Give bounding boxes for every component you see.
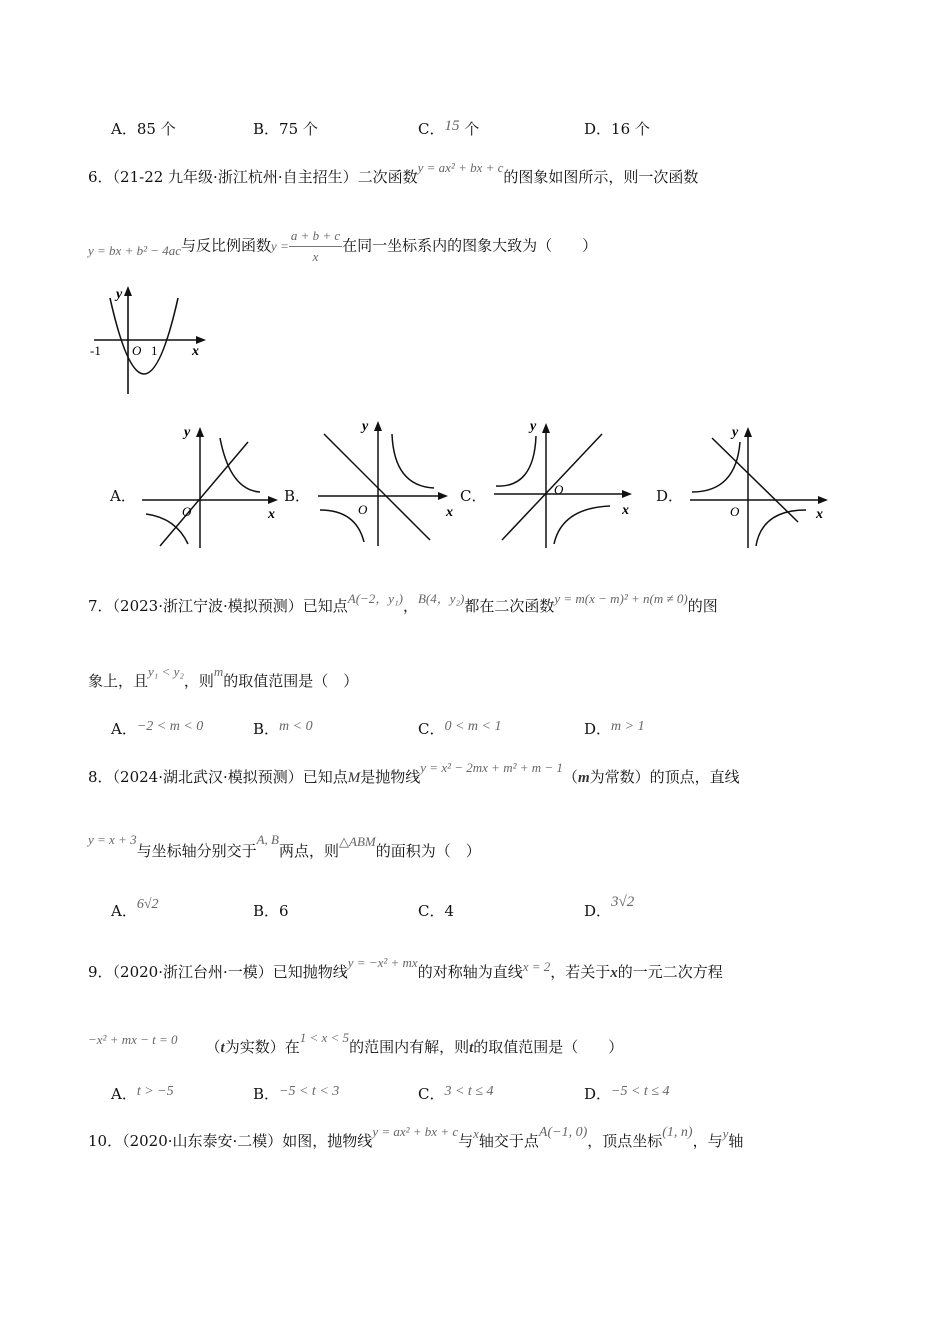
question-text: 是抛物线 <box>360 768 421 786</box>
option-letter: C． <box>418 720 445 738</box>
question-text: （2023·浙江宁波·模拟预测）已知点 <box>112 597 348 615</box>
x-label: x <box>446 505 453 520</box>
point-b: B(4，y₂) <box>417 591 465 606</box>
question-text: 的取值范围是（ ） <box>473 1038 624 1056</box>
one-label: 1 <box>151 343 158 358</box>
question-text: ，若关于 <box>550 963 611 981</box>
q8-line1 <box>88 760 740 787</box>
hyperbola-branch-1 <box>496 436 536 486</box>
hyperbola-branch-1 <box>692 442 740 492</box>
equation: y = x² − 2mx + m² + m − 1 <box>420 760 563 775</box>
origin-label: O <box>358 502 368 517</box>
option-letter: D． <box>584 1085 612 1103</box>
neg-one-label: -1 <box>90 343 101 358</box>
option-text: 个 <box>459 120 480 138</box>
point-a: A(−2，y₁) <box>347 591 403 606</box>
q6-option-c-figure <box>490 414 640 550</box>
question-text: （2020·浙江台州·一模）已知抛物线 <box>112 963 348 981</box>
question-text: 与反比例函数 <box>181 236 272 255</box>
q8-option-c <box>418 900 454 921</box>
q6-option-b-figure <box>314 412 462 550</box>
triangle: △ABM <box>339 834 376 849</box>
variable: t <box>469 1040 474 1056</box>
equation: y = ax² + bx + c <box>372 1124 459 1139</box>
vertex: (1, n) <box>662 1125 693 1140</box>
q6-parabola-figure <box>86 280 216 402</box>
y-axis-arrow <box>374 421 382 431</box>
option-text: 6 <box>279 902 289 920</box>
x-label: x <box>622 503 629 518</box>
option-text: 85 个 <box>136 120 176 138</box>
q9-line1 <box>88 955 723 982</box>
question-number: 6． <box>88 168 113 186</box>
origin-label: O <box>132 343 142 358</box>
q6-option-b-label: B． <box>284 487 311 505</box>
variable: t <box>220 1040 225 1056</box>
q5-option-a <box>111 118 176 139</box>
line-equation: y = x + 3 <box>88 832 137 847</box>
y-axis-arrow <box>196 427 204 437</box>
variable: m <box>213 664 224 679</box>
question-text: （2020·山东泰安·二模）如图，抛物线 <box>122 1132 373 1150</box>
option-letter: C． <box>418 1085 445 1103</box>
question-text: 为常数）的顶点，直线 <box>589 768 740 786</box>
y-axis-arrow <box>124 286 132 296</box>
question-text: 两点，则 <box>279 842 340 860</box>
q9-line2 <box>88 1030 624 1057</box>
q8-option-a <box>111 897 159 921</box>
question-text: （ <box>205 1038 221 1056</box>
question-text: 轴 <box>728 1132 744 1150</box>
option-math: 15 <box>444 118 460 134</box>
question-text: 与 <box>458 1132 474 1150</box>
q7-line1 <box>88 591 718 616</box>
variable: y <box>722 1126 729 1141</box>
question-text: （ <box>562 768 578 786</box>
question-number: 7． <box>88 597 113 615</box>
question-text: 的范围内有解，则 <box>349 1038 470 1056</box>
variable: x <box>610 965 618 981</box>
option-text: 75 个 <box>279 120 318 138</box>
q7-option-c <box>418 718 502 739</box>
q9-option-d <box>584 1083 670 1104</box>
option-math: m < 0 <box>279 719 313 734</box>
option-math: 3 < t ≤ 4 <box>444 1084 494 1099</box>
line-graph <box>160 442 248 546</box>
question-text: ，与 <box>692 1132 723 1150</box>
equation: −x² + mx − t = 0 <box>88 1032 178 1047</box>
x-axis-arrow <box>196 336 206 344</box>
axis-equation: x = 2 <box>522 959 551 974</box>
q6-option-d-figure <box>686 418 836 550</box>
option-math: −5 < t < 3 <box>279 1084 340 1099</box>
option-letter: B． <box>253 902 280 920</box>
option-letter: C． <box>418 120 445 138</box>
fraction-denominator: x <box>312 249 319 264</box>
hyperbola-branch-2 <box>554 506 610 544</box>
option-letter: B． <box>253 1085 280 1103</box>
question-text: 象上，且 <box>88 672 149 690</box>
x-axis-arrow <box>622 490 632 498</box>
fraction <box>289 228 342 265</box>
points-ab: A, B <box>256 832 279 847</box>
question-text: 都在二次函数 <box>464 597 555 615</box>
question-text: 轴交于点 <box>478 1132 539 1150</box>
q6-line2 <box>88 228 597 265</box>
x-label: x <box>816 507 823 522</box>
question-text: 的取值范围是（ ） <box>223 672 359 690</box>
q7-option-d <box>584 718 645 739</box>
q9-option-b <box>253 1083 339 1104</box>
question-text: 的对称轴为直线 <box>417 963 523 981</box>
q5-option-b <box>253 118 318 139</box>
question-text: 与坐标轴分别交于 <box>136 842 257 860</box>
hyperbola-branch-2 <box>756 510 806 546</box>
q6-line1 <box>88 160 699 187</box>
question-text: （21-22 九年级·浙江杭州·自主招生）二次函数 <box>112 168 418 186</box>
option-letter: A． <box>111 902 137 920</box>
q10-line1 <box>88 1124 744 1151</box>
question-text: （2024·湖北武汉·模拟预测）已知点 <box>112 768 348 786</box>
origin-label: O <box>730 504 740 519</box>
origin-label: O <box>554 482 564 497</box>
q5-option-d <box>584 118 650 139</box>
separator: ， <box>402 597 418 615</box>
equation: y = m(x − m)² + n(m ≠ 0) <box>554 591 688 606</box>
option-math: 3√2 <box>611 894 635 910</box>
x-label: x <box>268 507 275 522</box>
option-letter: D． <box>584 902 612 920</box>
equation: y = −x² + mx <box>347 955 418 970</box>
q6-option-a-label: A． <box>110 487 136 505</box>
option-letter: D． <box>584 720 612 738</box>
equation: y = ax² + bx + c <box>417 160 504 175</box>
option-text: 4 <box>444 902 455 920</box>
origin-label: O <box>182 504 192 519</box>
y-label: y <box>530 419 537 434</box>
condition: y₁ < y₂ <box>148 664 184 679</box>
question-text: 的面积为（ ） <box>375 842 481 860</box>
option-math: −2 < m < 0 <box>136 719 204 734</box>
question-number: 10． <box>88 1132 123 1150</box>
q7-option-b <box>253 718 313 739</box>
option-text: 16 个 <box>611 120 650 138</box>
range: 1 < x < 5 <box>299 1030 350 1045</box>
option-math: 6√2 <box>136 897 159 912</box>
question-text: 为实数）在 <box>224 1038 300 1056</box>
option-letter: C． <box>418 902 445 920</box>
option-letter: A． <box>111 120 137 138</box>
question-number: 8． <box>88 768 113 786</box>
option-letter: A． <box>111 1085 137 1103</box>
q6-option-d-label: D． <box>656 487 684 505</box>
y-axis-arrow <box>542 423 550 433</box>
question-text: 在同一坐标系内的图象大致为（ ） <box>342 236 598 255</box>
option-math: t > −5 <box>136 1084 174 1099</box>
variable: x <box>473 1126 479 1141</box>
fraction-numerator: a + b + c <box>289 228 342 247</box>
option-math: m > 1 <box>611 719 645 734</box>
q9-option-a <box>111 1083 174 1104</box>
option-math: 0 < m < 1 <box>444 719 502 734</box>
q8-option-d <box>584 894 635 921</box>
y-label: y <box>362 419 369 434</box>
y-axis-arrow <box>744 427 752 437</box>
question-text: ，则 <box>183 672 214 690</box>
q6-option-a-figure <box>138 418 286 550</box>
hyperbola-branch-1 <box>392 434 434 488</box>
option-letter: D． <box>584 120 612 138</box>
option-math: −5 < t ≤ 4 <box>611 1084 670 1099</box>
point-a: A(−1, 0) <box>538 1125 588 1140</box>
question-text: 的图 <box>687 597 718 615</box>
line-graph <box>324 434 430 540</box>
option-letter: B． <box>253 720 280 738</box>
x-axis-arrow <box>438 492 448 500</box>
question-number: 9． <box>88 963 113 981</box>
q7-line2 <box>88 664 359 691</box>
x-label: x <box>192 344 199 359</box>
parabola-curve <box>110 298 178 374</box>
point-m: M <box>347 770 361 786</box>
line-graph <box>502 434 602 540</box>
question-text: 的一元二次方程 <box>617 963 723 981</box>
y-label: y <box>116 287 123 302</box>
y-label: y <box>184 425 191 440</box>
y-label: y <box>732 425 739 440</box>
q7-option-a <box>111 718 203 739</box>
q8-line2 <box>88 832 481 861</box>
hyperbola-branch-1 <box>220 438 260 492</box>
x-axis-arrow <box>818 496 828 504</box>
q8-option-b <box>253 900 289 921</box>
option-letter: B． <box>253 120 280 138</box>
question-text: 的图象如图所示，则一次函数 <box>503 168 699 186</box>
equation: y = <box>271 238 289 254</box>
question-text: ，顶点坐标 <box>587 1132 663 1150</box>
x-axis-arrow <box>268 496 278 504</box>
equation: y = bx + b² − 4ac <box>88 242 182 258</box>
q6-option-c-label: C． <box>460 487 487 505</box>
q9-option-c <box>418 1083 494 1104</box>
variable: m <box>577 770 590 786</box>
option-letter: A． <box>111 720 137 738</box>
q5-option-c <box>418 118 479 139</box>
